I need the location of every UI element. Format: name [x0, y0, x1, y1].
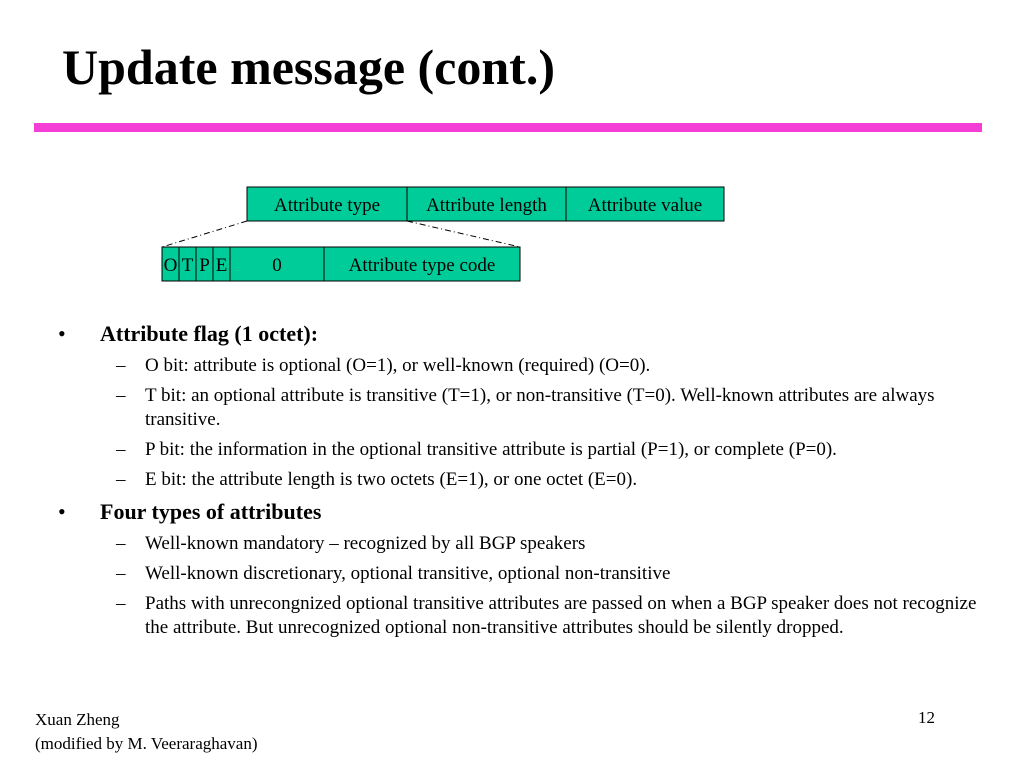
- page-number: 12: [918, 708, 935, 727]
- sub-bullet: [58, 592, 980, 640]
- attribute-format-diagram: [0, 0, 1024, 300]
- dash-marker: –: [116, 469, 126, 490]
- bullet-four-types: [58, 498, 988, 526]
- slide-title: Update message (cont.): [62, 39, 555, 95]
- label-bit-p: P: [199, 255, 210, 276]
- sub-bullet-text: Paths with unrecongnized optional transitive attributes are passed on when a BGP speaker does not recognize the attribute. But unrecognized optional non-transitive attributes should be silently dropped.: [145, 593, 977, 638]
- label-bit-o: O: [163, 255, 178, 276]
- dash-marker: –: [116, 355, 126, 376]
- sub-bullet-text: Well-known discretionary, optional transitive, optional non-transitive: [145, 563, 671, 584]
- dash-marker: –: [116, 593, 126, 614]
- sub-bullet: [58, 354, 980, 378]
- bullet-marker: •: [58, 499, 66, 524]
- dash-marker: –: [116, 533, 126, 554]
- label-attribute-length: Attribute length: [426, 195, 547, 216]
- sub-bullet: [58, 438, 980, 462]
- label-attribute-type: Attribute type: [273, 195, 381, 216]
- dash-marker: –: [116, 563, 126, 584]
- sub-bullet: [58, 532, 980, 556]
- footer-credits: [35, 708, 258, 756]
- label-bit-t: T: [181, 255, 194, 276]
- footer-modified: (modified by M. Veeraraghavan): [35, 734, 258, 753]
- sub-bullet: [58, 562, 980, 586]
- expansion-line-right: [407, 221, 520, 247]
- label-attribute-type-code: Attribute type code: [348, 255, 496, 276]
- bullet-list: [58, 320, 988, 646]
- bullet-marker: •: [58, 321, 66, 346]
- expansion-line-left: [162, 221, 247, 247]
- dash-marker: –: [116, 385, 126, 406]
- label-attribute-value: Attribute value: [587, 195, 703, 216]
- sub-bullet-text: O bit: attribute is optional (O=1), or well-known (required) (O=0).: [145, 355, 651, 376]
- sub-bullet-text: E bit: the attribute length is two octets (E=1), or one octet (E=0).: [145, 469, 638, 490]
- bullet-attribute-flag: [58, 320, 988, 348]
- sub-bullet: [58, 468, 980, 492]
- label-bit-e: E: [215, 255, 228, 276]
- bullet-heading: Attribute flag (1 octet):: [100, 321, 319, 346]
- sub-bullet-text: Well-known mandatory – recognized by all BGP speakers: [145, 533, 586, 554]
- sub-bullet-text: P bit: the information in the optional transitive attribute is partial (P=1), or complete (P=0).: [145, 439, 837, 460]
- footer-author: Xuan Zheng: [35, 710, 120, 729]
- label-zero: 0: [272, 255, 282, 276]
- bullet-heading: Four types of attributes: [100, 499, 322, 524]
- sub-bullet: [58, 384, 980, 432]
- sub-bullet-text: T bit: an optional attribute is transitive (T=1), or non-transitive (T=0). Well-known attributes are always transitive.: [145, 385, 935, 430]
- dash-marker: –: [116, 439, 126, 460]
